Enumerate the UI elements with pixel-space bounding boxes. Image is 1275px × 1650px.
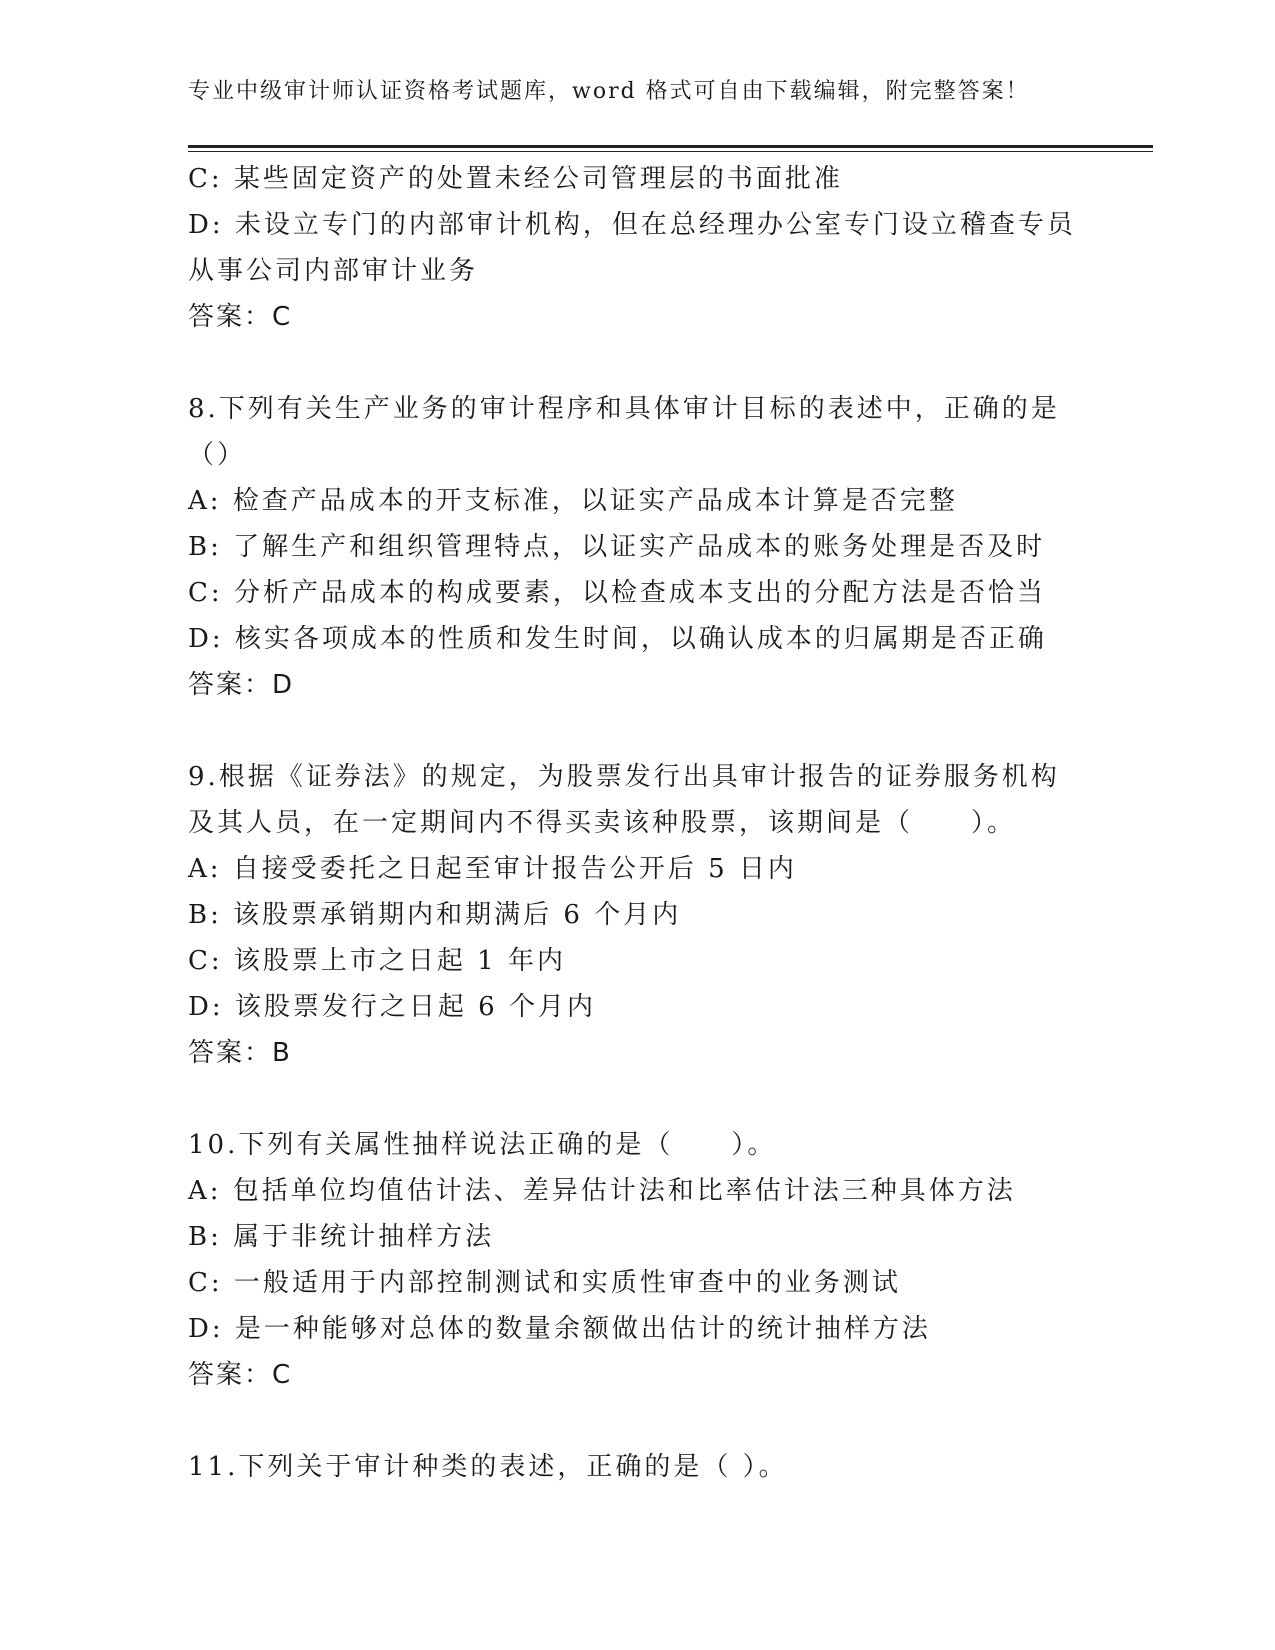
option-line: A: 检查产品成本的开支标准，以证实产品成本计算是否完整 xyxy=(188,486,958,516)
option-line: D: 该股票发行之日起 6 个月内 xyxy=(188,992,596,1022)
option-line: 从事公司内部审计业务 xyxy=(188,256,479,286)
answer-line: 答案：C xyxy=(188,1360,293,1390)
option-line: B: 了解生产和组织管理特点，以证实产品成本的账务处理是否及时 xyxy=(188,532,1046,562)
question-text: 及其人员，在一定期间内不得买卖该种股票，该期间是（ ）。 xyxy=(188,808,1017,838)
option-line: C: 该股票上市之日起 1 年内 xyxy=(188,946,566,976)
option-line: D: 核实各项成本的性质和发生时间，以确认成本的归属期是否正确 xyxy=(188,624,1047,654)
option-line: D: 是一种能够对总体的数量余额做出估计的统计抽样方法 xyxy=(188,1314,931,1344)
option-line: C: 分析产品成本的构成要素，以检查成本支出的分配方法是否恰当 xyxy=(188,578,1046,608)
option-line: B: 属于非统计抽样方法 xyxy=(188,1222,495,1252)
answer-line: 答案：D xyxy=(188,670,295,700)
option-line: D: 未设立专门的内部审计机构，但在总经理办公室专门设立稽查专员 xyxy=(188,210,1076,240)
option-line: A: 自接受委托之日起至审计报告公开后 5 日内 xyxy=(188,854,797,884)
header-rule-thick xyxy=(188,145,1153,148)
option-line: A: 包括单位均值估计法、差异估计法和比率估计法三种具体方法 xyxy=(188,1176,1016,1206)
option-line: C: 一般适用于内部控制测试和实质性审查中的业务测试 xyxy=(188,1268,901,1298)
question-block xyxy=(188,386,1148,708)
option-line: B: 该股票承销期内和期满后 6 个月内 xyxy=(188,900,682,930)
question-text: 11.下列关于审计种类的表述，正确的是（ ）。 xyxy=(188,1452,788,1482)
header-rule-thin xyxy=(188,151,1153,152)
question-text: 8.下列有关生产业务的审计程序和具体审计目标的表述中，正确的是 xyxy=(188,394,1060,424)
question-text: 9.根据《证券法》的规定，为股票发行出具审计报告的证券服务机构 xyxy=(188,762,1060,792)
question-text: 10.下列有关属性抽样说法正确的是（ ）。 xyxy=(188,1130,777,1160)
question-content xyxy=(188,156,1148,1490)
question-block xyxy=(188,754,1148,1076)
question-block xyxy=(188,1122,1148,1398)
answer-line: 答案：C xyxy=(188,302,293,332)
question-block xyxy=(188,156,1148,340)
page-header: 专业中级审计师认证资格考试题库，word 格式可自由下载编辑，附完整答案！ xyxy=(188,79,1030,104)
answer-line: 答案：B xyxy=(188,1038,292,1068)
question-text: （） xyxy=(188,440,247,470)
question-block xyxy=(188,1444,1148,1490)
option-line: C: 某些固定资产的处置未经公司管理层的书面批准 xyxy=(188,164,843,194)
